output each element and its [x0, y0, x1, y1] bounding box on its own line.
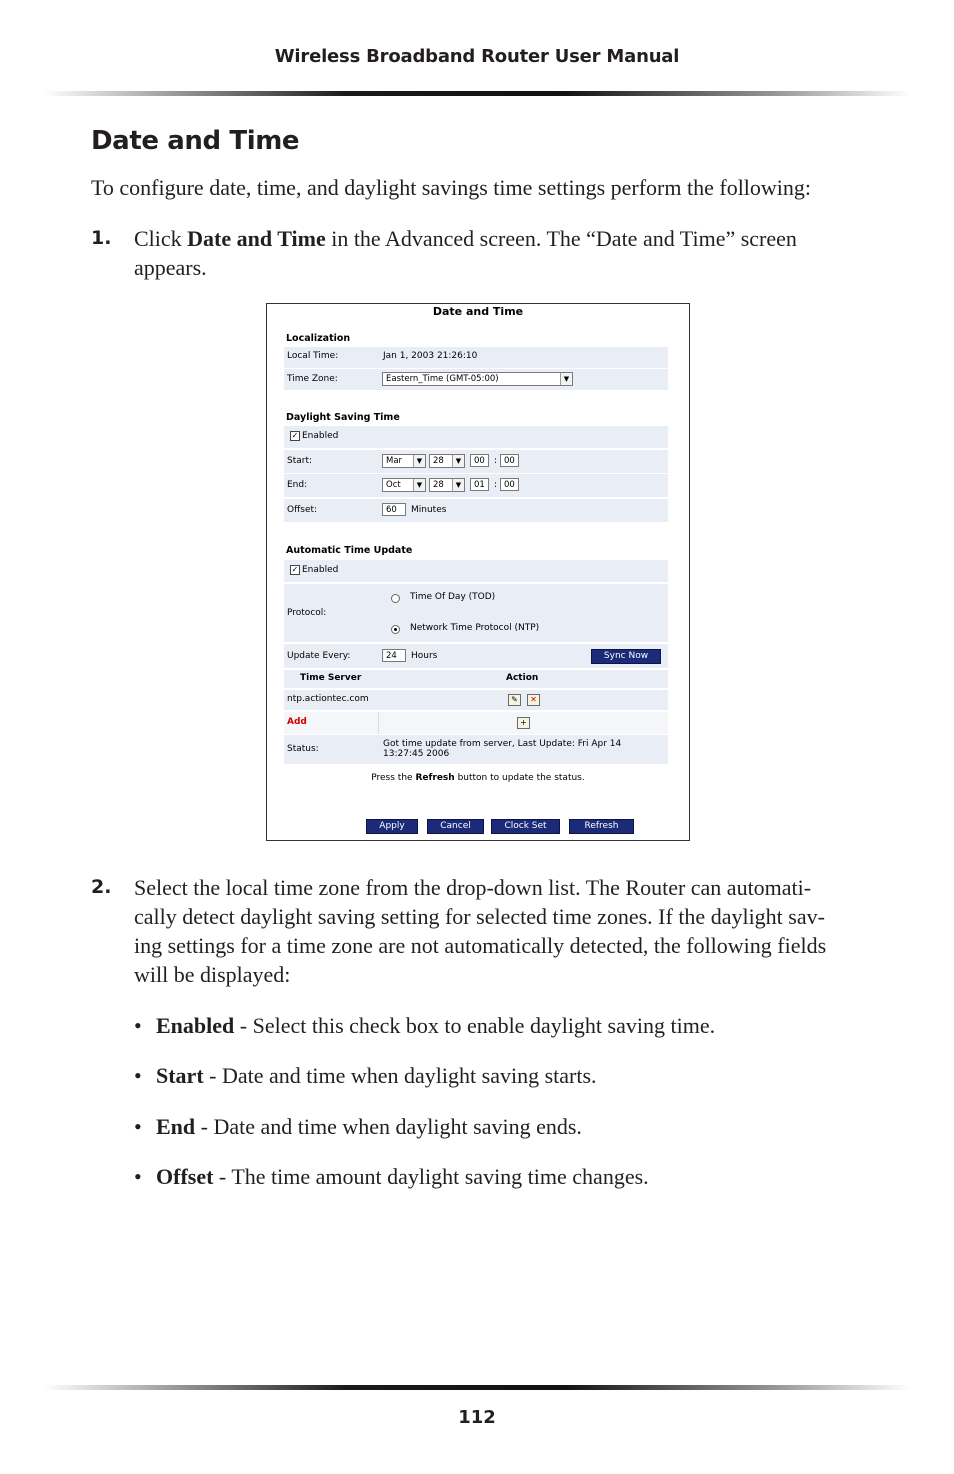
- delete-icon[interactable]: ✕: [527, 694, 540, 706]
- localization-heading: Localization: [286, 333, 351, 344]
- header-rule: [44, 91, 910, 96]
- bullet-start: • Start - Date and time when daylight saving starts.: [134, 1063, 597, 1088]
- end-minute-input[interactable]: 00: [500, 478, 519, 491]
- protocol-row: Protocol: Time Of Day (TOD) Network Time Protocol (NTP): [284, 584, 668, 643]
- update-every-input[interactable]: 24: [382, 649, 406, 662]
- date-time-screenshot: [266, 303, 690, 841]
- end-month-select[interactable]: Oct ▼: [382, 478, 426, 492]
- protocol-tod-radio[interactable]: [391, 594, 400, 603]
- dst-offset-row: Offset: 60 Minutes: [284, 499, 668, 523]
- local-time-value: Jan 1, 2003 21:26:10: [383, 351, 478, 361]
- refresh-button[interactable]: Refresh: [569, 819, 634, 834]
- clock-set-button[interactable]: Clock Set: [491, 819, 560, 834]
- time-server-row: [284, 690, 668, 711]
- start-minute-input[interactable]: 00: [500, 454, 519, 467]
- dst-enabled-row: ✓ Enabled: [284, 426, 668, 449]
- step-2: [91, 873, 881, 989]
- add-server-row: [284, 712, 668, 735]
- local-time-row: Local Time: Jan 1, 2003 21:26:10: [284, 347, 668, 369]
- dst-heading: Daylight Saving Time: [286, 412, 400, 423]
- screen-title: Date and Time: [432, 305, 524, 318]
- step-number: 1.: [91, 227, 112, 249]
- apply-button[interactable]: Apply: [366, 819, 418, 834]
- end-day-select[interactable]: 28 ▼: [429, 478, 465, 492]
- time-server-name: ntp.actiontec.com: [287, 694, 369, 704]
- auto-enabled-row: ✓ Enabled: [284, 560, 668, 583]
- status-row: Status: Got time update from server, Last Update: Fri Apr 14 13:27:45 2006: [284, 735, 668, 765]
- edit-icon[interactable]: ✎: [508, 694, 521, 706]
- step-text: Click Date and Time in the Advanced screen. The “Date and Time” screen appears.: [134, 226, 797, 280]
- add-icon[interactable]: +: [517, 717, 530, 729]
- dst-end-row: End: Oct ▼ 28 ▼ 01 : 00: [284, 474, 668, 498]
- refresh-note: Press the Refresh button to update the status.: [371, 773, 585, 783]
- step-1: [91, 224, 881, 282]
- chevron-down-icon: ▼: [560, 373, 572, 385]
- page-number: 112: [458, 1407, 496, 1428]
- sync-now-button[interactable]: Sync Now: [591, 649, 661, 664]
- dst-start-row: Start: Mar ▼ 28 ▼ 00 : 00: [284, 450, 668, 474]
- auto-update-heading: Automatic Time Update: [286, 545, 413, 556]
- section-title: Date and Time: [91, 126, 300, 156]
- start-day-select[interactable]: 28 ▼: [429, 454, 465, 468]
- footer-rule: [44, 1385, 910, 1390]
- bullet-end: • End - Date and time when daylight saving ends.: [134, 1114, 582, 1139]
- bullet-enabled: • Enabled - Select this check box to enable daylight saving time.: [134, 1013, 716, 1038]
- offset-input[interactable]: 60: [382, 503, 406, 516]
- time-server-header-row: Time Server Action: [284, 670, 668, 689]
- protocol-ntp-radio[interactable]: [391, 625, 400, 634]
- time-zone-select[interactable]: Eastern_Time (GMT-05:00) ▼: [382, 372, 573, 386]
- update-every-row: Update Every: 24 Hours Sync Now: [284, 644, 668, 669]
- cancel-button[interactable]: Cancel: [427, 819, 484, 834]
- end-hour-input[interactable]: 01: [470, 478, 489, 491]
- step-text: Select the local time zone from the drop-down list. The Router can automati- cally detect daylight saving setting for selected time zones. If the daylight sav- ing settings for a time zone are not automatically detected, the following fields will be displayed:: [134, 875, 827, 987]
- start-month-select[interactable]: Mar ▼: [382, 454, 426, 468]
- intro-paragraph: To configure date, time, and daylight savings time settings perform the following:: [91, 175, 812, 200]
- step-number: 2.: [91, 876, 112, 898]
- status-text: Got time update from server, Last Update: Fri Apr 14 13:27:45 2006: [383, 739, 622, 759]
- auto-enabled-checkbox[interactable]: ✓: [291, 565, 299, 574]
- manual-header-title: Wireless Broadband Router User Manual: [274, 46, 680, 67]
- bullet-offset: • Offset - The time amount daylight saving time changes.: [134, 1164, 649, 1189]
- start-hour-input[interactable]: 00: [470, 454, 489, 467]
- add-server-link[interactable]: Add: [287, 717, 307, 727]
- time-zone-row: Time Zone: Eastern_Time (GMT-05:00) ▼: [284, 369, 668, 391]
- dst-enabled-checkbox[interactable]: ✓: [291, 431, 299, 440]
